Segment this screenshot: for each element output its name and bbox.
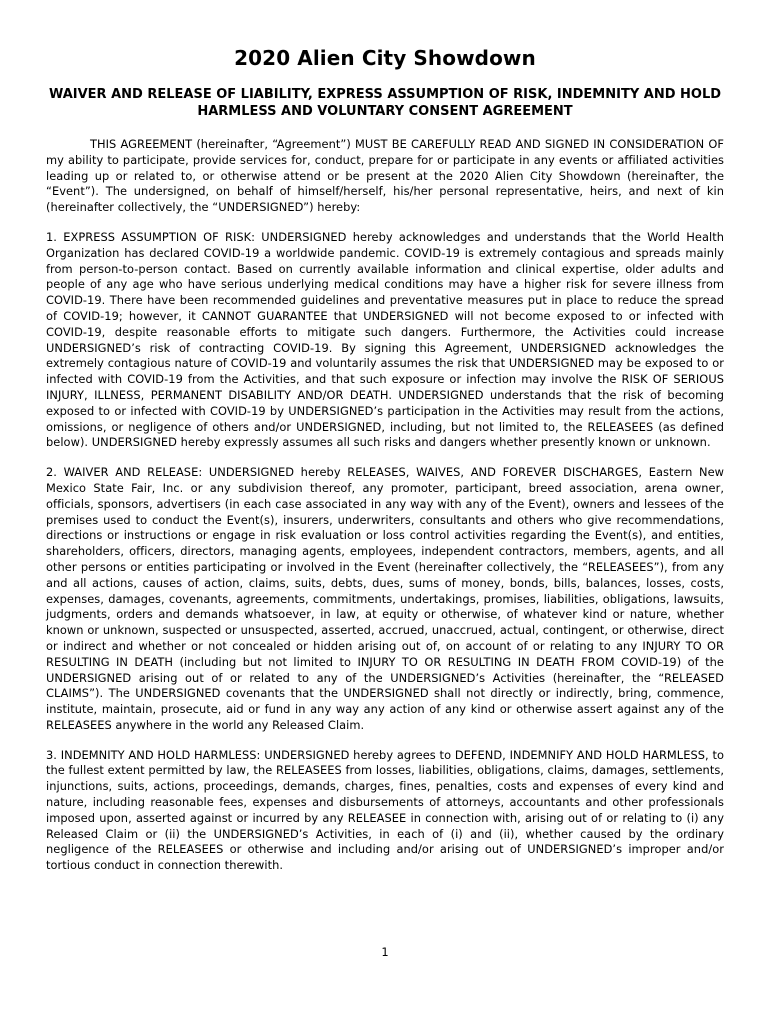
- document-subtitle: WAIVER AND RELEASE OF LIABILITY, EXPRESS ASSUMPTION OF RISK, INDEMNITY AND HOLD HARMLESS AND VOLUNTARY CONSENT AGREEMENT: [48, 87, 722, 119]
- section-waiver-and-release: 2. WAIVER AND RELEASE: UNDERSIGNED hereby RELEASES, WAIVES, AND FOREVER DISCHARGES, Eastern New Mexico State Fair, Inc. or any subdivision thereof, any promoter, participant, breed association, arena owner, officials, sponsors, advertisers (in each case associated in any way with any of the Event), owners and lessees of the premises used to conduct the Event(s), insurers, underwriters, consultants and others who give recommendations, directions or instructions or engage in risk evaluation or loss control activities regarding the Event(s), and entities, shareholders, officers, directors, managing agents, employees, independent contractors, members, agents, and all other persons or entities participating or involved in the Event (hereinafter collectively, the “RELEASEES”), from any and all actions, causes of action, claims, suits, debts, dues, sums of money, bonds, bills, balances, losses, costs, expenses, damages, covenants, agreements, commitments, undertakings, promises, liabilities, obligations, lawsuits, judgments, orders and demands whatsoever, in law, at equity or otherwise, of whatever kind or nature, whether known or unknown, suspected or unsuspected, asserted, accrued, unaccrued, actual, contingent, or otherwise, direct or indirect and whether or not concealed or hidden arising out of, on account of or relating to any INJURY TO OR RESULTING IN DEATH (including but not limited to INJURY TO OR RESULTING IN DEATH FROM COVID-19) of the UNDERSIGNED arising out of or related to any of the UNDERSIGNED’s Activities (hereinafter, the “RELEASED CLAIMS”). The UNDERSIGNED covenants that the UNDERSIGNED shall not directly or indirectly, bring, commence, institute, maintain, prosecute, aid or fund in any way any action of any kind or otherwise assert against any of the RELEASEES anywhere in the world any Released Claim.: [46, 465, 724, 732]
- intro-paragraph: THIS AGREEMENT (hereinafter, “Agreement”) MUST BE CAREFULLY READ AND SIGNED IN CONSIDERATION OF my ability to participate, provide services for, conduct, prepare for or participate in any events or affiliated activities leading up or related to, or otherwise attend or be present at the 2020 Alien City Showdown (hereinafter, the “Event”). The undersigned, on behalf of himself/herself, his/her personal representative, heirs, and next of kin (hereinafter collectively, the “UNDERSIGNED”) hereby:: [46, 137, 724, 215]
- section-indemnity: 3. INDEMNITY AND HOLD HARMLESS: UNDERSIGNED hereby agrees to DEFEND, INDEMNIFY AND HOLD HARMLESS, to the fullest extent permitted by law, the RELEASEES from losses, liabilities, obligations, claims, damages, settlements, injunctions, suits, actions, proceedings, demands, charges, fines, penalties, costs and expenses of every kind and nature, including reasonable fees, expenses and disbursements of attorneys, accountants and other professionals imposed upon, asserted against or incurred by any RELEASEE in connection with, arising out of or relating to (i) any Released Claim or (ii) the UNDERSIGNED’s Activities, in each of (i) and (ii), whether caused by the ordinary negligence of the RELEASEES or otherwise and including and/or arising out of UNDERSIGNED’s improper and/or tortious conduct in connection therewith.: [46, 747, 724, 873]
- page-number: 1: [381, 945, 389, 959]
- document-title: 2020 Alien City Showdown: [234, 46, 536, 70]
- section-assumption-of-risk: 1. EXPRESS ASSUMPTION OF RISK: UNDERSIGNED hereby acknowledges and understands that the World Health Organization has declared COVID-19 a worldwide pandemic. COVID-19 is extremely contagious and spreads mainly from person-to-person contact. Based on currently available information and clinical expertise, older adults and people of any age who have serious underlying medical conditions may have a higher risk for severe illness from COVID-19. There have been recommended guidelines and preventative measures put in place to reduce the spread of COVID-19; however, it CANNOT GUARANTEE that UNDERSIGNED will not become exposed to or infected with COVID-19, despite reasonable efforts to mitigate such dangers. Furthermore, the Activities could increase UNDERSIGNED’s risk of contracting COVID-19. By signing this Agreement, UNDERSIGNED acknowledges the extremely contagious nature of COVID-19 and voluntarily assumes the risk that UNDERSIGNED may be exposed to or infected with COVID-19 from the Activities, and that such exposure or infection may involve the RISK OF SERIOUS INJURY, ILLNESS, PERMANENT DISABILITY AND/OR DEATH. UNDERSIGNED understands that the risk of becoming exposed to or infected with COVID-19 by UNDERSIGNED’s participation in the Activities may result from the actions, omissions, or negligence of others and/or UNDERSIGNED, including, but not limited to, the RELEASEES (as defined below). UNDERSIGNED hereby expressly assumes all such risks and dangers whether presently known or unknown.: [46, 229, 724, 450]
